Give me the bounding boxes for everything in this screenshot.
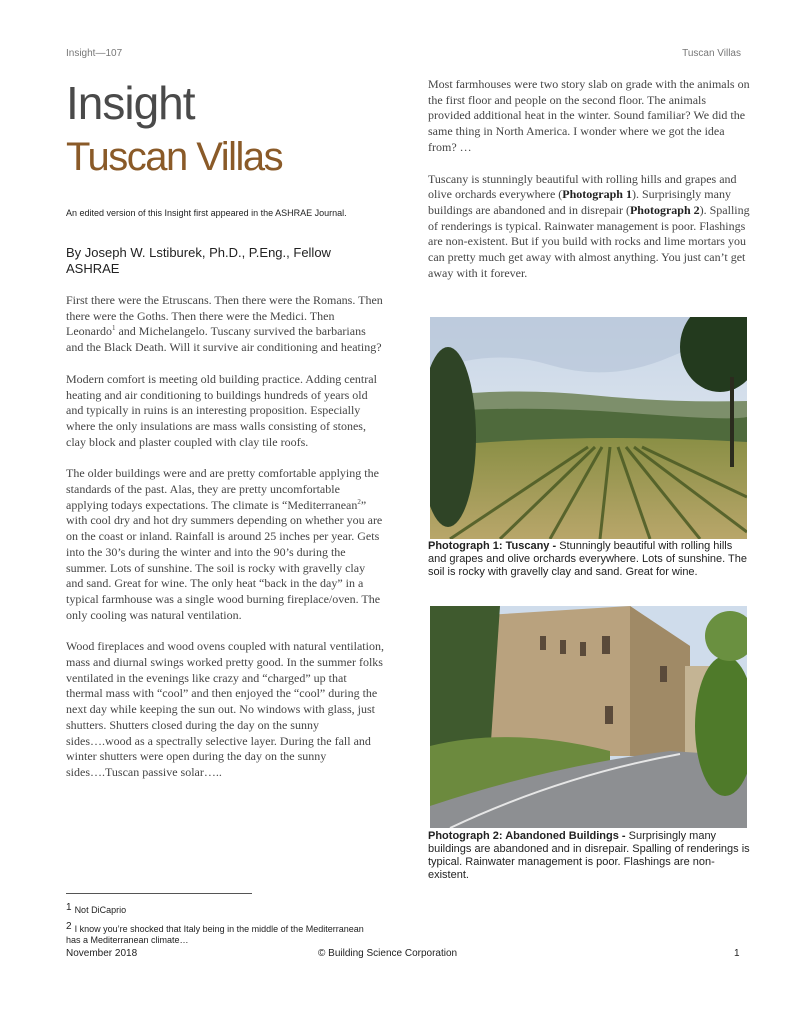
right-column [428,77,750,297]
paragraph-6: Tuscany is stunningly beautiful with rolling hills and grapes and olive orchards everywhere (Photograph 1). Surprisingly many buildings are abandoned and in disrepair (Photograph 2). Spalling of renderings is typical. Rainwater management is poor. Flashings are non-existent. But if you build with rocks and lime mortars you can pretty much get away with almost anything. You just can’t get away with it forever. [428,171,750,280]
photo-caption-1: Photograph 1: Tuscany - Stunningly beautiful with rolling hills and grapes and olive orchards everywhere. Lots of sunshine. The soil is rocky with gravelly clay and sand. Great for wine. [428,540,747,578]
vineyard-image [430,317,747,539]
paragraph-1: First there were the Etruscans. Then there were the Romans. Then there were the Goths. Then there were the Medici. Then Leonardo$^1$ and Michelangelo. Tuscany survived the barbarians and the Black Death. Will it survive air conditioning and heating? [66,293,383,355]
left-column [66,293,384,797]
page-subtitle: Tuscan Villas [66,135,283,179]
byline: By Joseph W. Lstiburek, Ph.D., P.Eng., Fellow ASHRAE [66,245,331,276]
footnote-1: 1 Not DiCaprio [66,902,127,915]
footer-date: November 2018 [66,948,138,959]
photo-abandoned-buildings [430,606,747,828]
footnote-2: 2 I know you’re shocked that Italy being in the middle of the Mediterranean has a Mediterranean climate… [66,921,364,945]
page-title: Insight [66,77,195,129]
photo-ref-2: Photograph 2 [629,202,700,217]
footer-copyright: © Building Science Corporation [318,948,458,959]
paragraph-5: Most farmhouses were two story slab on grade with the animals on the first floor and people on the second floor. The animals provided additional heat in the winter. Sound familiar? We did the same thing in North America. I wonder where we got the idea from? … [428,77,750,154]
footnote-ref-2[interactable]: 2 [357,497,361,506]
paragraph-2: Modern comfort is meeting old building practice. Adding central heating and air conditioning to buildings hundreds of years old and typically in ruins is an interesting proposition. Especially where the only insulations are mass walls consisting of stones, clay block and plaster coupled with clay tile roofs. [66,371,377,449]
edited-note: An edited version of this Insight first appeared in the ASHRAE Journal. [66,208,347,218]
footnote-divider [66,893,252,894]
paragraph-4: Wood fireplaces and wood ovens coupled with natural ventilation, mass and diurnal swings worked pretty good. In the summer folks ventilated in the evenings like crazy and “charged” up that thermal mass with “cool” and then enjoyed the “cool” during the next day while keeping the sun out. No windows with glass, just shutters. Shutters closed during the day on the sunny sides….wood as a spectrally selective layer. During the fall and winter shutters were open during the day on the sunny sides….Tuscan passive solar….. [66,639,384,779]
page-number: 1 [734,948,740,959]
photo-ref-1: Photograph 1 [562,187,632,202]
paragraph-3: The older buildings were and are pretty comfortable applying the standards of the past. Alas, they are pretty uncomfortable applying todays expectations. The climate is “Mediterranean$^2$” with cool dry and hot dry summers depending on whether you are on the coast or inland. Rainfall is around 25 inches per year. Gets into the 30’s during the winter and into the 90’s during the summer. Lots of sunshine. The soil is rocky with gravelly clay and sand. Great for wine. The only heat “back in the day” in a typical farmhouse was a single wood burning fireplace/oven. The only cooling was natural ventilation. [66,466,383,622]
photo-tuscany-vineyard [430,317,747,539]
photo-caption-2: Photograph 2: Abandoned Buildings - Surprisingly many buildings are abandoned and in disrepair. Spalling of renderings is typical. Rainwater management is poor. Flashings are non-existent. [428,830,750,881]
running-header-left: Insight—107 [66,48,123,59]
footnote-ref-1[interactable]: 1 [111,324,116,333]
running-header-right: Tuscan Villas [682,48,741,59]
abandoned-building-image [430,606,747,828]
